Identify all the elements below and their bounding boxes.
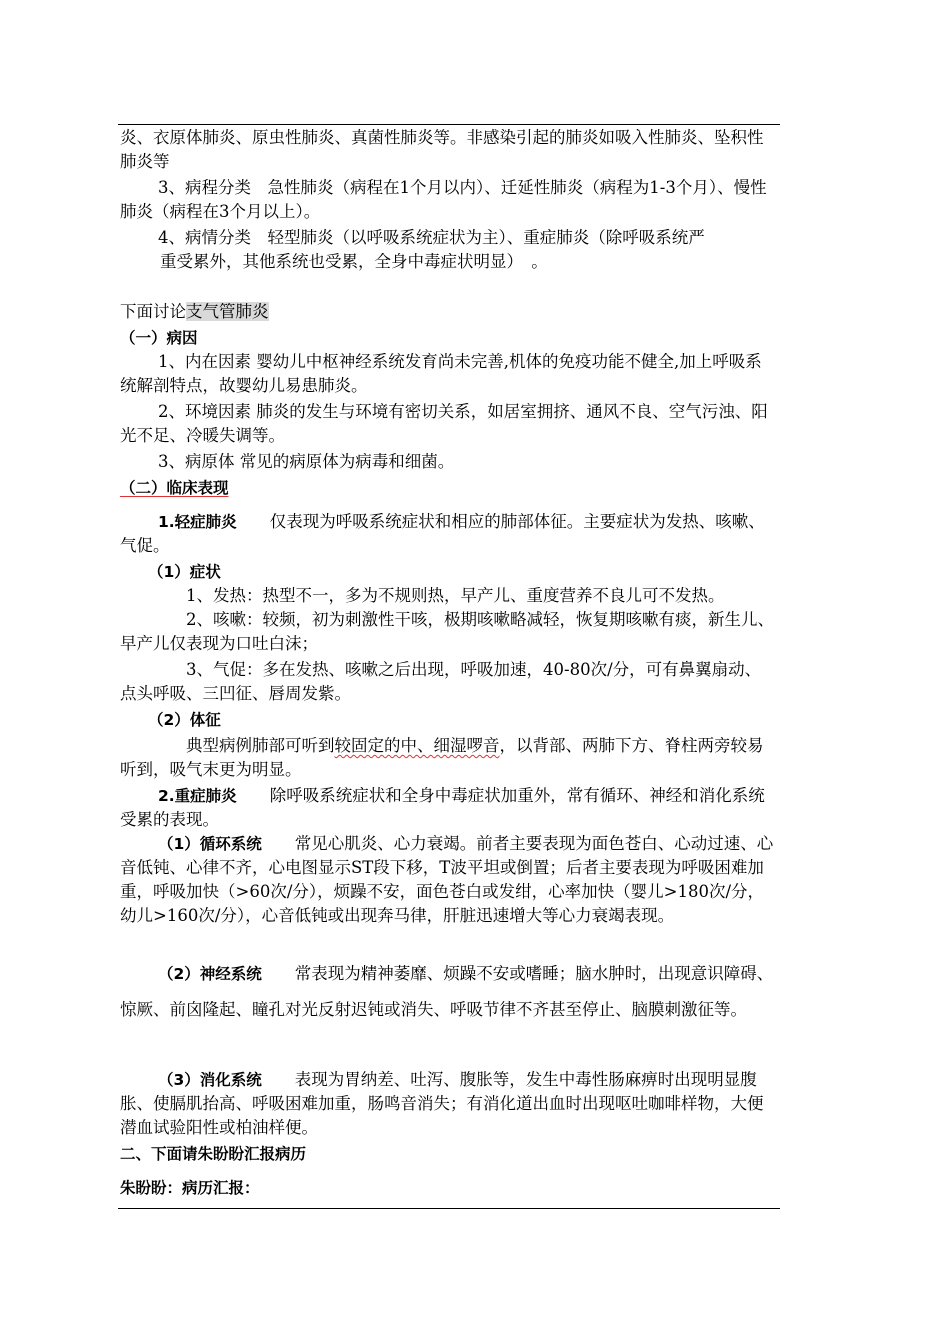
discuss-topic: 支气管肺炎 <box>186 302 269 321</box>
symptom-cough: 2、咳嗽：较频，初为刺激性干咳，极期咳嗽略减轻，恢复期咳嗽有痰，新生儿、早产儿仅表现为口吐白沫； <box>120 610 774 653</box>
para-severity-classification-cont: 重受累外，其他系统也受累，全身中毒症状明显） 。 <box>160 252 548 271</box>
top-rule <box>118 124 780 125</box>
section-case-report-title: 二、下面请朱盼盼汇报病历 <box>120 1145 307 1163</box>
bottom-rule <box>118 1208 780 1209</box>
symptoms-title: （1）症状 <box>148 563 221 581</box>
circulatory-para: （1）循环系统 常见心肌炎、心力衰竭。前者主要表现为面色苍白、心动过速、心音低钝、心律不齐，心电图显示ST段下移，T波平坦或倒置；后者主要表现为呼吸困难加重，呼吸加快（>60次/分），烦躁不安，面色苍白或发绀，心率加快（婴儿>180次/分，幼儿>160次/分），心音低钝或出现奔马律，肝脏迅速增大等心力衰竭表现。 <box>120 834 774 925</box>
case-report-heading: 朱盼盼：病历汇报： <box>120 1179 260 1197</box>
para-severity-classification: 4、病情分类 轻型肺炎（以呼吸系统症状为主）、重症肺炎（除呼吸系统严 <box>158 228 705 247</box>
section-etiology-title: （一）病因 <box>120 329 198 347</box>
signs-title: （2）体征 <box>148 711 221 729</box>
para-classification-cont: 炎、衣原体肺炎、原虫性肺炎、真菌性肺炎等。非感染引起的肺炎如吸入性肺炎、坠积性肺炎等 <box>120 128 764 171</box>
mild-pneumonia-para: 1.轻症肺炎 仅表现为呼吸系统症状和相应的肺部体征。主要症状为发热、咳嗽、气促。 <box>120 512 765 555</box>
signs-para: 典型病例肺部可听到较固定的中、细湿啰音，以背部、两肺下方、脊柱两旁较易听到，吸气末更为明显。 <box>120 736 764 779</box>
para-course-classification: 3、病程分类 急性肺炎（病程在1个月以内）、迁延性肺炎（病程为1-3个月）、慢性肺炎（病程在3个月以上）。 <box>120 178 767 221</box>
section-clinical-title: （二）临床表现 <box>120 479 229 497</box>
signs-highlight: 较固定的中、细湿啰音 <box>334 736 500 755</box>
digestive-para: （3）消化系统 表现为胃纳差、吐泻、腹胀等，发生中毒性肠麻痹时出现明显腹胀、使膈肌抬高、呼吸困难加重，肠鸣音消失；有消化道出血时出现呕吐咖啡样物，大便潜血试验阳性或柏油样便。 <box>120 1070 764 1137</box>
severe-pneumonia-para: 2.重症肺炎 除呼吸系统症状和全身中毒症状加重外，常有循环、神经和消化系统受累的表现。 <box>120 786 765 829</box>
discuss-heading: 下面讨论支气管肺炎 <box>120 302 269 321</box>
symptom-dyspnea: 3、气促：多在发热、咳嗽之后出现，呼吸加速，40-80次/分，可有鼻翼扇动、点头呼吸、三凹征、唇周发紫。 <box>120 660 762 703</box>
etiology-pathogen: 3、病原体 常见的病原体为病毒和细菌。 <box>158 452 455 471</box>
etiology-environment: 2、环境因素 肺炎的发生与环境有密切关系，如居室拥挤、通风不良、空气污浊、阳光不足、冷暖失调等。 <box>120 402 768 445</box>
symptom-fever: 1、发热：热型不一，多为不规则热，早产儿、重度营养不良儿可不发热。 <box>186 586 725 605</box>
etiology-internal: 1、内在因素 婴幼儿中枢神经系统发育尚未完善,机体的免疫功能不健全,加上呼吸系统解剖特点，故婴幼儿易患肺炎。 <box>120 352 762 395</box>
neuro-para: （2）神经系统 常表现为精神萎靡、烦躁不安或嗜睡；脑水肿时，出现意识障碍、惊厥、前囟隆起、瞳孔对光反射迟钝或消失、呼吸节律不齐甚至停止、脑膜刺激征等。 <box>120 964 774 1019</box>
